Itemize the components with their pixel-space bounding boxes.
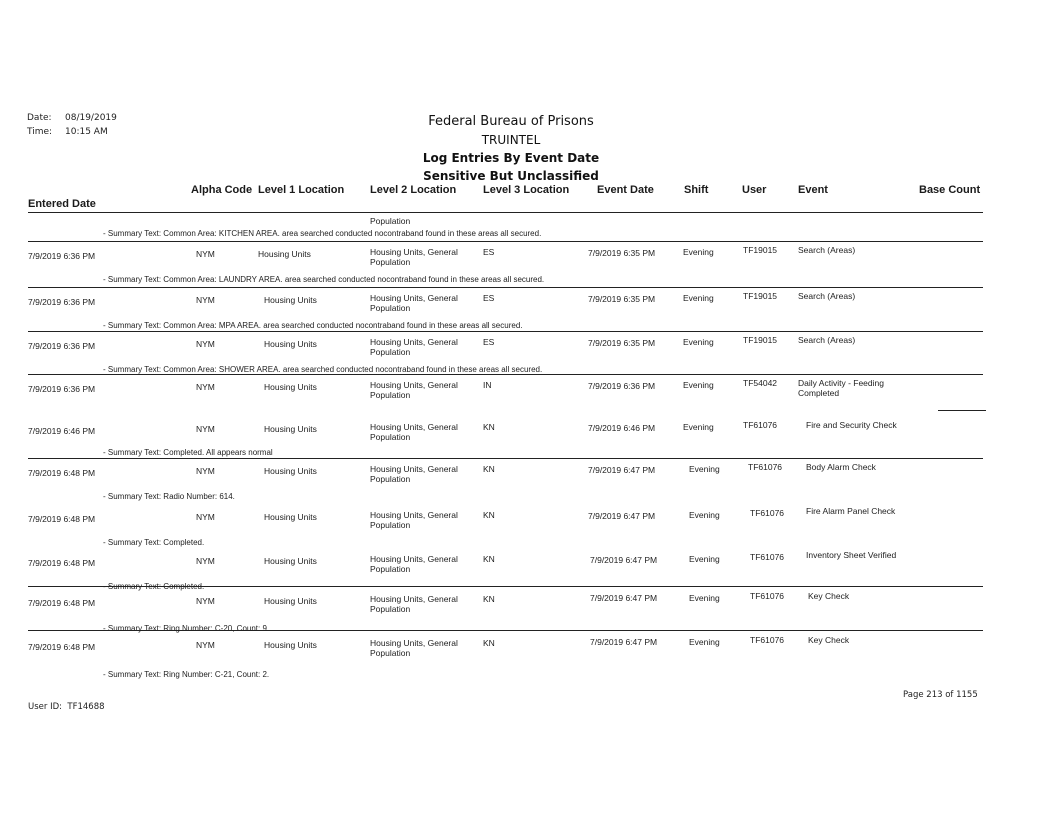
event-name: Key Check <box>808 591 850 601</box>
level3-location: KN <box>483 422 495 432</box>
level3-location: KN <box>483 638 495 648</box>
row-rule <box>28 374 983 375</box>
entered-date: 7/9/2019 6:36 PM <box>28 341 96 351</box>
table-row <box>0 374 1056 414</box>
shift: Evening <box>689 637 720 647</box>
table-row <box>0 287 1056 333</box>
shift: Evening <box>683 247 714 257</box>
date-value: 08/19/2019 <box>65 113 117 123</box>
summary-text: - Summary Text: Common Area: KITCHEN AREA. area searched conducted nocontraband found in these areas all secured. <box>103 229 542 238</box>
event-date: 7/9/2019 6:47 PM <box>590 637 658 647</box>
entered-date: 7/9/2019 6:36 PM <box>28 251 96 261</box>
table-row <box>0 331 1056 377</box>
summary-text: - Summary Text: Completed. <box>103 538 205 547</box>
level1-location: Housing Units <box>264 382 317 392</box>
level2-location: Housing Units, General Population <box>370 510 458 530</box>
level2-location: Housing Units, General Population <box>370 422 458 442</box>
event-name: Fire and Security Check <box>806 420 897 430</box>
user-id-value: TF14688 <box>67 702 105 712</box>
agency-name: Federal Bureau of Prisons <box>428 114 594 129</box>
entered-date: 7/9/2019 6:48 PM <box>28 468 96 478</box>
entered-date: 7/9/2019 6:48 PM <box>28 558 96 568</box>
report-time <box>27 127 108 137</box>
row-rule <box>28 287 983 288</box>
time-label: Time: <box>27 127 53 137</box>
shift: Evening <box>689 593 720 603</box>
shift: Evening <box>689 464 720 474</box>
col-event: Event <box>798 184 828 196</box>
level3-location: ES <box>483 337 495 347</box>
event-date: 7/9/2019 6:36 PM <box>588 381 656 391</box>
user-id: TF61076 <box>750 591 785 601</box>
table-row <box>0 544 1056 591</box>
user-id: TF19015 <box>743 335 778 345</box>
alpha-code: NYM <box>196 466 215 476</box>
summary-text: - Summary Text: Completed. All appears normal <box>103 448 273 457</box>
summary-text: - Summary Text: Common Area: MPA AREA. area searched conducted nocontraband found in these areas all secured. <box>103 321 523 330</box>
entered-date: 7/9/2019 6:36 PM <box>28 297 96 307</box>
page-number: Page 213 of 1155 <box>903 690 978 700</box>
alpha-code: NYM <box>196 339 215 349</box>
row-rule <box>28 241 983 242</box>
level3-location: ES <box>483 247 495 257</box>
level3-location: IN <box>483 380 492 390</box>
level1-location: Housing Units <box>264 466 317 476</box>
carryover-text: Population <box>370 216 411 226</box>
level3-location: KN <box>483 554 495 564</box>
level3-location: KN <box>483 464 495 474</box>
user-id: TF54042 <box>743 378 778 388</box>
shift: Evening <box>683 380 714 390</box>
summary-text: - Summary Text: Ring Number: C-20, Count: 9. <box>103 624 270 633</box>
row-rule <box>28 630 983 631</box>
report-date <box>27 113 117 123</box>
event-date: 7/9/2019 6:35 PM <box>588 248 656 258</box>
level2-location: Housing Units, General Population <box>370 293 458 313</box>
col-entered-date: Entered Date <box>28 198 96 210</box>
level1-location: Housing Units <box>264 424 317 434</box>
shift: Evening <box>689 554 720 564</box>
level3-location: ES <box>483 293 495 303</box>
alpha-code: NYM <box>196 295 215 305</box>
shift: Evening <box>683 293 714 303</box>
level1-location: Housing Units <box>264 640 317 650</box>
user-id-label: User ID: <box>28 702 62 712</box>
row-rule <box>28 331 983 332</box>
date-label: Date: <box>27 113 52 123</box>
level1-location: Housing Units <box>264 596 317 606</box>
event-name: Search (Areas) <box>798 245 856 255</box>
event-date: 7/9/2019 6:35 PM <box>588 338 656 348</box>
level2-location: Housing Units, General Population <box>370 464 458 484</box>
summary-text: - Summary Text: Common Area: SHOWER AREA. area searched conducted nocontraband found in these areas all secured. <box>103 365 543 374</box>
event-date: 7/9/2019 6:47 PM <box>590 593 658 603</box>
user-id: TF61076 <box>748 462 783 472</box>
user-id: TF19015 <box>743 245 778 255</box>
level2-location: Housing Units, General Population <box>370 380 458 400</box>
report-name: Log Entries By Event Date <box>422 151 600 165</box>
table-row <box>0 630 1056 680</box>
row-rule <box>28 458 983 459</box>
summary-text: - Summary Text: Completed. <box>103 582 205 591</box>
alpha-code: NYM <box>196 640 215 650</box>
header-rule <box>28 212 983 213</box>
level2-location: Housing Units, General Population <box>370 337 458 357</box>
system-name: TRUINTEL <box>481 133 541 147</box>
col-event-date: Event Date <box>597 184 654 196</box>
col-level3: Level 3 Location <box>483 184 570 196</box>
alpha-code: NYM <box>196 512 215 522</box>
classification: Sensitive But Unclassified <box>423 169 599 183</box>
event-date: 7/9/2019 6:35 PM <box>588 294 656 304</box>
alpha-code: NYM <box>196 596 215 606</box>
col-alpha-code: Alpha Code <box>191 184 253 196</box>
alpha-code: NYM <box>196 556 215 566</box>
short-rule <box>938 410 986 411</box>
alpha-code: NYM <box>196 382 215 392</box>
level1-location: Housing Units <box>258 249 311 259</box>
level1-location: Housing Units <box>264 339 317 349</box>
level2-location: Housing Units, General Population <box>370 638 458 658</box>
user-id: TF61076 <box>750 508 785 518</box>
level1-location: Housing Units <box>264 556 317 566</box>
table-row <box>0 500 1056 546</box>
event-date: 7/9/2019 6:47 PM <box>588 511 656 521</box>
event-date: 7/9/2019 6:47 PM <box>590 555 658 565</box>
level3-location: KN <box>483 510 495 520</box>
event-name: Body Alarm Check <box>806 462 876 472</box>
entered-date: 7/9/2019 6:48 PM <box>28 598 96 608</box>
col-level1: Level 1 Location <box>258 184 345 196</box>
user-id: TF61076 <box>743 420 778 430</box>
level2-location: Housing Units, General Population <box>370 247 458 267</box>
event-date: 7/9/2019 6:47 PM <box>588 465 656 475</box>
table-row <box>0 586 1056 633</box>
table-row <box>0 458 1056 504</box>
row-rule <box>28 586 983 587</box>
user-id: TF61076 <box>750 635 785 645</box>
shift: Evening <box>683 422 714 432</box>
event-date: 7/9/2019 6:46 PM <box>588 423 656 433</box>
alpha-code: NYM <box>196 424 215 434</box>
level1-location: Housing Units <box>264 512 317 522</box>
user-id: TF61076 <box>750 552 785 562</box>
event-name: Key Check <box>808 635 850 645</box>
col-level2: Level 2 Location <box>370 184 457 196</box>
col-shift: Shift <box>684 184 709 196</box>
entered-date: 7/9/2019 6:48 PM <box>28 642 96 652</box>
table-row <box>0 241 1056 287</box>
shift: Evening <box>689 510 720 520</box>
event-name: Search (Areas) <box>798 291 856 301</box>
event-name: Search (Areas) <box>798 335 856 345</box>
time-value: 10:15 AM <box>65 127 108 137</box>
user-id: TF19015 <box>743 291 778 301</box>
level1-location: Housing Units <box>264 295 317 305</box>
summary-text: - Summary Text: Common Area: LAUNDRY AREA. area searched conducted nocontraband found in these areas all secured. <box>103 275 545 284</box>
entered-date: 7/9/2019 6:48 PM <box>28 514 96 524</box>
event-name: Fire Alarm Panel Check <box>806 506 896 516</box>
footer-user-id <box>28 702 105 712</box>
alpha-code: NYM <box>196 249 215 259</box>
event-name: Daily Activity - Feeding Completed <box>798 378 884 398</box>
level2-location: Housing Units, General Population <box>370 594 458 614</box>
report-title <box>380 113 642 185</box>
table-row <box>0 414 1056 456</box>
col-user: User <box>742 184 767 196</box>
summary-text: - Summary Text: Ring Number: C-21, Count: 2. <box>103 670 270 679</box>
entered-date: 7/9/2019 6:46 PM <box>28 426 96 436</box>
shift: Evening <box>683 337 714 347</box>
event-name: Inventory Sheet Verified <box>806 550 897 560</box>
summary-text: - Summary Text: Radio Number: 614. <box>103 492 235 501</box>
level3-location: KN <box>483 594 495 604</box>
col-base-count: Base Count <box>919 184 981 196</box>
entered-date: 7/9/2019 6:36 PM <box>28 384 96 394</box>
level2-location: Housing Units, General Population <box>370 554 458 574</box>
